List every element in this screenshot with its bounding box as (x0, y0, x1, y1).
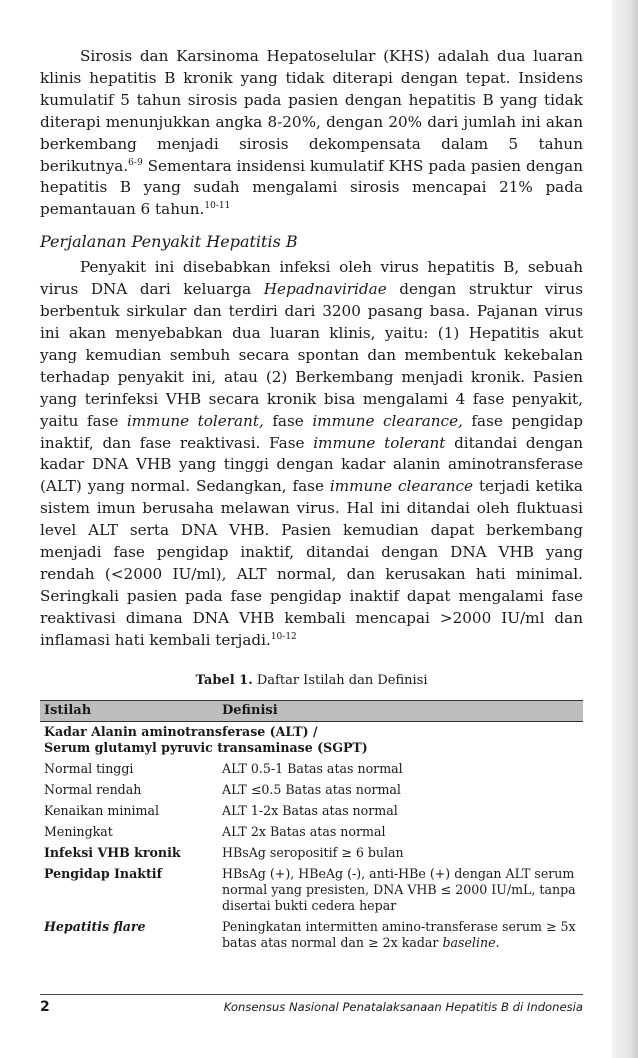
table-row (40, 864, 583, 917)
table-caption (40, 672, 583, 690)
p2-seg3: fase (263, 411, 313, 430)
table-row (40, 759, 583, 780)
group-heading-line1: Kadar Alanin aminotransferase (ALT) / (44, 724, 318, 740)
citation-10-11: 10-11 (204, 201, 231, 212)
table-row (40, 822, 583, 843)
citation-10-12: 10-12 (270, 631, 297, 642)
p2-seg5: ditandai dengan kadar DNA VHB yang tinggi dengan kadar alanin aminotransferase (ALT) yang normal. Sedangkan, fase (40, 433, 583, 496)
p2-italic-hepadnaviridae: Hepadnaviridae (263, 280, 387, 299)
group-heading-alt (40, 721, 583, 759)
p2-italic-immune-clearance: immune clearance, (312, 411, 463, 430)
p2-italic-immune-clearance-2: immune clearance (329, 477, 474, 496)
table-caption-label: Tabel 1. (195, 672, 253, 688)
page-edge-shadow (612, 0, 638, 1058)
paragraph-perjalanan (40, 257, 583, 651)
page-content (40, 46, 583, 954)
definition-cell: ALT 0.5-1 Batas atas normal (222, 761, 403, 777)
table-row (40, 801, 583, 822)
section-heading: Perjalanan Penyakit Hepatitis B (40, 232, 298, 252)
page-footer (40, 994, 583, 1015)
definition-cell (218, 917, 583, 954)
footer-title: Konsensus Nasional Penatalaksanaan Hepatitis B di Indonesia (223, 1000, 583, 1014)
p2-italic-immune-tolerant: immune tolerant, (126, 411, 264, 430)
definition-end: . (495, 935, 500, 951)
group-heading-line2: Serum glutamyl pyruvic transaminase (SGPT) (44, 740, 368, 756)
page-number: 2 (40, 999, 50, 1015)
paragraph1-text2: Sementara insidensi kumulatif KHS pada pasien dengan hepatitis B yang sudah mengalami sirosis mencapai 21% pada pemantauan 6 tahun. (40, 156, 584, 219)
table-group-row (40, 721, 583, 759)
term-cell: Normal tinggi (44, 761, 134, 777)
citation-6-9: 6-9 (128, 157, 143, 168)
definition-cell: ALT 2x Batas atas normal (222, 824, 386, 840)
p2-seg2: dengan struktur virus berbentuk sirkular dan terdiri dari 3200 pasang basa. Pajanan virus ini akan menyebabkan dua luaran klinis, yaitu: (1) Hepatitis akut yang kemudian sembuh secara spontan dan membentuk kekebalan terhadap penyakit ini, atau (2) Berkembang menjadi kronik. Pasien yang terinfeksi VHB secara kronik bisa mengalami 4 fase penyakit, yaitu fase (40, 280, 583, 430)
table-row (40, 843, 583, 864)
table-row (40, 780, 583, 801)
column-header-istilah: Istilah (40, 700, 218, 721)
p2-seg1: Penyakit ini disebabkan infeksi oleh virus hepatitis B, sebuah virus DNA dari keluarga (40, 258, 583, 299)
term-cell: Infeksi VHB kronik (44, 845, 181, 861)
p2-seg6: terjadi ketika sistem imun berusaha melawan virus. Hal ini ditandai oleh fluktuasi level ALT serta DNA VHB. Pasien kemudian dapat berkembang menjadi fase pengidap inaktif, ditandai dengan DNA VHB yang rendah (<2000 IU/ml), ALT normal, dan kerusakan hati minimal. Seringkali pasien pada fase pengidap inaktif dapat mengalami fase reaktivasi dimana DNA VHB kembali mencapai >2000 IU/ml dan inflamasi hati kembali terjadi. (40, 477, 583, 649)
paragraph-sirosis-khs (40, 46, 583, 221)
p2-seg4: fase pengidap inaktif, dan fase reaktivasi. Fase (40, 411, 583, 452)
table-row (40, 917, 583, 954)
definition-main: Peningkatan intermitten amino-transferase serum ≥ 5x batas atas normal dan ≥ 2x kadar (222, 919, 576, 951)
definition-cell: HBsAg (+), HBeAg (-), anti-HBe (+) dengan ALT serum normal yang presisten, DNA VHB ≤ 2000 IU/mL, tanpa disertai bukti cedera hepar (222, 866, 576, 914)
term-cell: Normal rendah (44, 782, 142, 798)
terms-table (40, 700, 583, 954)
term-cell: Meningkat (44, 824, 113, 840)
definition-cell: HBsAg seropositif ≥ 6 bulan (222, 845, 404, 861)
term-cell: Pengidap Inaktif (44, 866, 162, 882)
term-cell: Kenaikan minimal (44, 803, 160, 819)
definition-italic-baseline: baseline (442, 935, 496, 951)
definition-cell: ALT ≤0.5 Batas atas normal (222, 782, 401, 798)
table-caption-text: Daftar Istilah dan Definisi (256, 672, 428, 688)
definition-cell: ALT 1-2x Batas atas normal (222, 803, 398, 819)
p2-italic-immune-tolerant-2: immune tolerant (313, 433, 446, 452)
paragraph1-text: Sirosis dan Karsinoma Hepatoselular (KHS) adalah dua luaran klinis hepatitis B kronik yang tidak diterapi dengan tepat. Insidens kumulatif 5 tahun sirosis pada pasien dengan hepatitis B yang tidak diterapi menunjukkan angka 8-20%, dengan 20% dari jumlah ini akan berkembang menjadi sirosis dekompensata dalam 5 tahun berikutnya. (40, 47, 583, 175)
column-header-definisi: Definisi (218, 700, 583, 721)
table-header-row (40, 700, 583, 721)
term-cell: Hepatitis flare (44, 919, 146, 935)
